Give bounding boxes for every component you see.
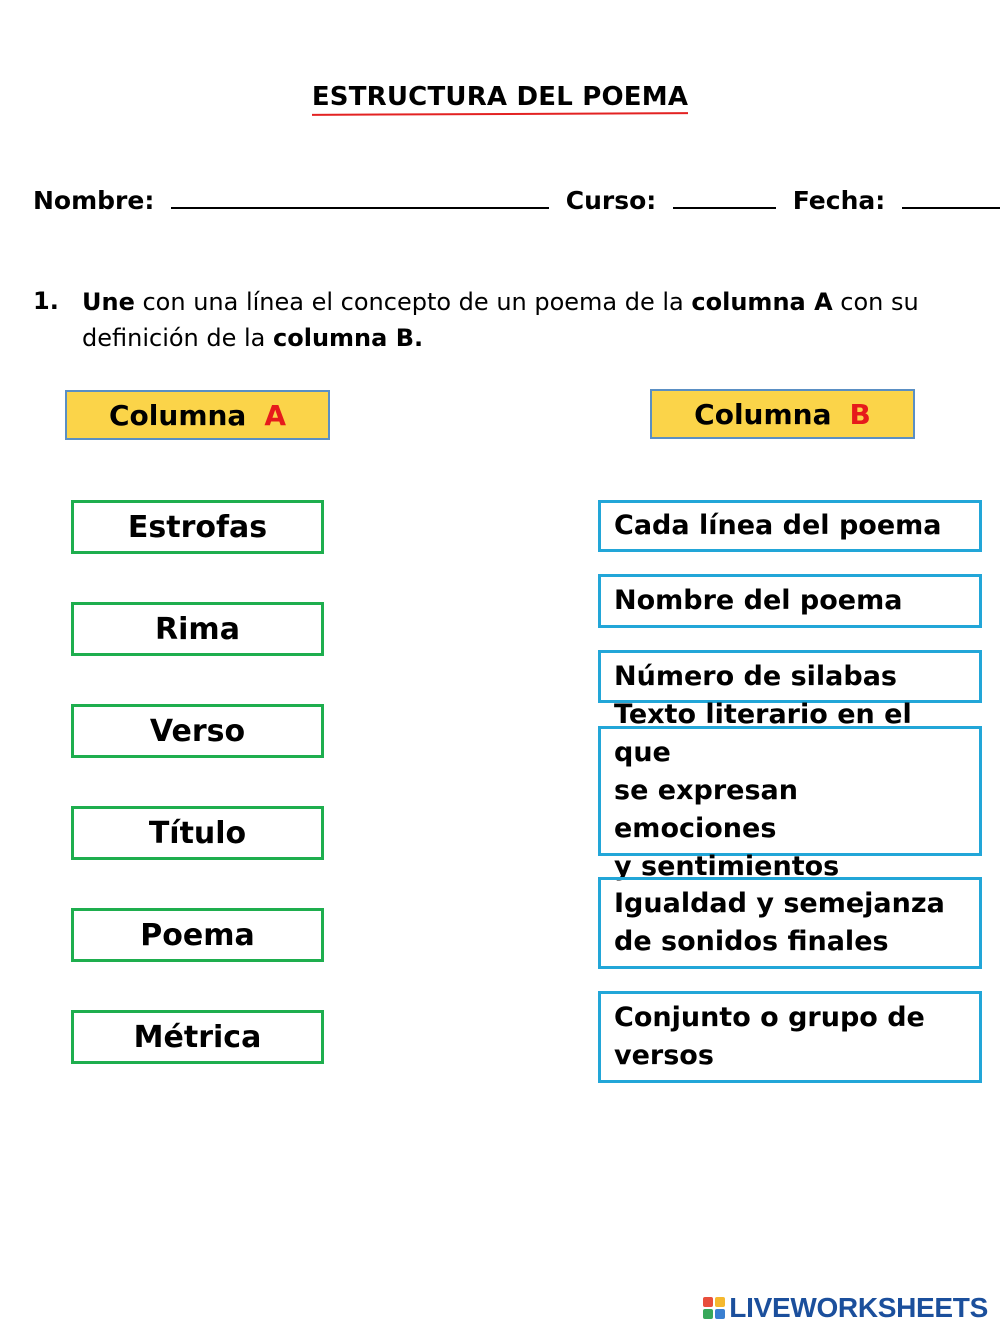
column-a-item[interactable]: Título (71, 806, 324, 860)
instruction-part: con una línea el concepto de un poema de la (134, 288, 692, 316)
student-info-row (33, 186, 973, 215)
column-b-item-line: se expresan emociones (614, 775, 798, 844)
instruction-part: columna A (691, 288, 833, 316)
column-b-item-line: Cada línea del poema (614, 510, 942, 541)
column-b-item[interactable] (598, 574, 982, 628)
fecha-field[interactable] (902, 189, 1000, 209)
column-a-item[interactable]: Métrica (71, 1010, 324, 1064)
footer-brand-text: LIVEWORKSHEETS (729, 1292, 988, 1323)
column-b-item[interactable] (598, 699, 982, 882)
instruction-part: columna B. (273, 324, 424, 352)
column-b-header-label: Columna (694, 397, 832, 431)
column-b-item[interactable] (598, 500, 982, 552)
column-a-header-label: Columna (109, 398, 247, 432)
column-a-item[interactable]: Estrofas (71, 500, 324, 554)
column-a-header (65, 390, 330, 440)
liveworksheets-logo-icon (703, 1297, 725, 1319)
column-b-item-line: versos (614, 1040, 714, 1071)
curso-field[interactable] (673, 189, 776, 209)
column-b-item[interactable] (598, 877, 982, 969)
instruction-part: Une (82, 288, 135, 316)
title-underline (312, 112, 688, 116)
column-b-item-line: Texto literario en el que (614, 699, 912, 768)
column-a-header-letter: A (264, 398, 286, 432)
instruction-part: con su definición de la (82, 288, 919, 352)
column-b-item[interactable] (598, 991, 982, 1083)
fecha-label: Fecha: (792, 186, 886, 215)
instruction-text (82, 284, 962, 356)
footer-brand (703, 1292, 988, 1324)
column-b-item-line: Igualdad y semejanza (614, 888, 945, 919)
nombre-label: Nombre: (33, 186, 155, 215)
column-a-item[interactable]: Poema (71, 908, 324, 962)
column-b-item-line: de sonidos finales (614, 926, 889, 957)
nombre-field[interactable] (171, 189, 549, 209)
column-b-item-line: y sentimientos (614, 851, 840, 882)
column-a-item[interactable]: Verso (71, 704, 324, 758)
instruction-number: 1. (33, 287, 59, 315)
column-b-item-line: Conjunto o grupo de (614, 1002, 925, 1033)
column-a-item[interactable]: Rima (71, 602, 324, 656)
column-b-item-line: Número de silabas (614, 660, 897, 692)
page-title: ESTRUCTURA DEL POEMA (311, 82, 689, 112)
column-b-header-letter: B (849, 397, 871, 431)
column-b-header (650, 389, 915, 439)
curso-label: Curso: (565, 186, 657, 215)
column-b-item-line: Nombre del poema (614, 585, 903, 616)
